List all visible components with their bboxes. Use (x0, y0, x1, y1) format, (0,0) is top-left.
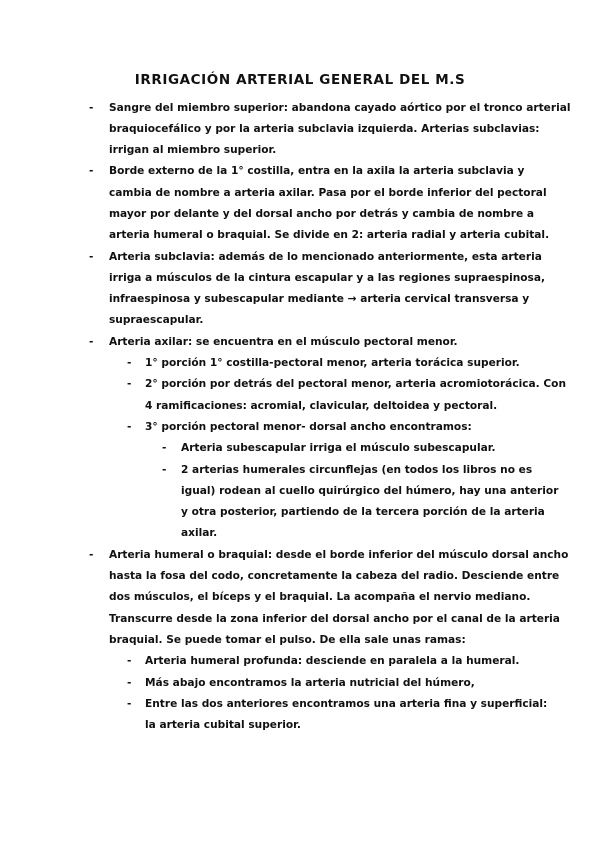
text-line: y otra posterior, partiendo de la tercera porción de la arteria (181, 506, 545, 519)
text-line: Más abajo encontramos la arteria nutricial del húmero, (145, 676, 475, 689)
text-line: 2 arterias humerales circunflejas (en todos los libros no es (181, 463, 533, 476)
sub-list-item (145, 353, 520, 374)
text-line: irriga a músculos de la cintura escapular y a las regiones supraespinosa, (109, 271, 545, 284)
text-line: 3° porción pectoral menor- dorsal ancho encontramos: (145, 421, 472, 433)
text-line: arteria humeral o braquial. Se divide en 2: arteria radial y arteria cubital. (109, 229, 550, 242)
list-item (109, 332, 458, 353)
bullet-dash: - (127, 697, 132, 710)
sub-list-item (145, 374, 566, 417)
text-line: Arteria subescapular irriga el músculo subescapular. (181, 442, 496, 455)
list-item (109, 98, 571, 162)
text-line: infraespinosa y subescapular mediante → arteria cervical transversa y (109, 293, 530, 306)
text-line: igual) rodean al cuello quirúrgico del húmero, hay una anterior (181, 484, 559, 497)
text-line: Arteria humeral o braquial: desde el borde inferior del músculo dorsal ancho (109, 548, 569, 561)
bullet-dash: - (127, 378, 132, 391)
list-item (109, 247, 545, 332)
sub-list-item (145, 673, 475, 694)
text-line: Entre las dos anteriores encontramos una arteria fina y superficial: (145, 697, 548, 710)
text-line: la arteria cubital superior. (145, 719, 301, 732)
text-line: Arteria axilar: se encuentra en el músculo pectoral menor. (109, 335, 458, 348)
text-line: irrigan al miembro superior. (109, 144, 277, 157)
text-line: Transcurre desde la zona inferior del dorsal ancho por el canal de la arteria (109, 612, 560, 625)
text-line: braquiocefálico y por la arteria subclavia izquierda. Arterias subclavias: (109, 122, 540, 135)
bullet-dash: - (127, 357, 132, 370)
bullet-dash: - (162, 442, 167, 455)
text-line: braquial. Se puede tomar el pulso. De ella sale unas ramas: (109, 633, 466, 646)
text-line: 4 ramificaciones: acromial, clavicular, deltoidea y pectoral. (145, 399, 498, 412)
bullet-dash: - (89, 335, 94, 348)
bullet-dash: - (127, 421, 132, 433)
sub-list-item (145, 417, 472, 438)
list-item (109, 161, 549, 246)
text-line: Arteria subclavia: además de lo mencionado anteriormente, esta arteria (109, 250, 542, 263)
bullet-dash: - (162, 463, 167, 476)
text-line: Arteria humeral profunda: desciende en paralela a la humeral. (145, 655, 520, 668)
bullet-dash: - (127, 676, 132, 689)
sub-list-item (145, 694, 547, 737)
document-title: IRRIGACIÓN ARTERIAL GENERAL DEL M.S (134, 72, 466, 88)
text-line: Sangre del miembro superior: abandona cayado aórtico por el tronco arterial (109, 101, 571, 114)
bullet-dash: - (127, 655, 132, 668)
sub-list-item (145, 651, 519, 672)
text-line: axilar. (181, 527, 218, 540)
sub-list-item (181, 438, 495, 459)
text-line: supraescapular. (109, 314, 204, 327)
text-line: mayor por delante y del dorsal ancho por detrás y cambia de nombre a (109, 207, 535, 220)
text-line: 2° porción por detrás del pectoral menor, arteria acromiotorácica. Con (145, 378, 566, 391)
text-line: hasta la fosa del codo, concretamente la cabeza del radio. Desciende entre (109, 570, 560, 583)
text-line: 1° porción 1° costilla-pectoral menor, arteria torácica superior. (145, 357, 520, 370)
bullet-dash: - (89, 250, 94, 263)
bullet-dash: - (89, 101, 94, 114)
sub-list-item (181, 460, 558, 545)
text-line: Borde externo de la 1° costilla, entra en la axila la arteria subclavia y (109, 165, 525, 178)
bullet-dash: - (89, 165, 94, 178)
text-line: dos músculos, el bíceps y el braquial. La acompaña el nervio mediano. (109, 591, 531, 604)
bullet-dash: - (89, 548, 94, 561)
list-item (109, 545, 568, 651)
text-line: cambia de nombre a arteria axilar. Pasa por el borde inferior del pectoral (109, 186, 547, 199)
